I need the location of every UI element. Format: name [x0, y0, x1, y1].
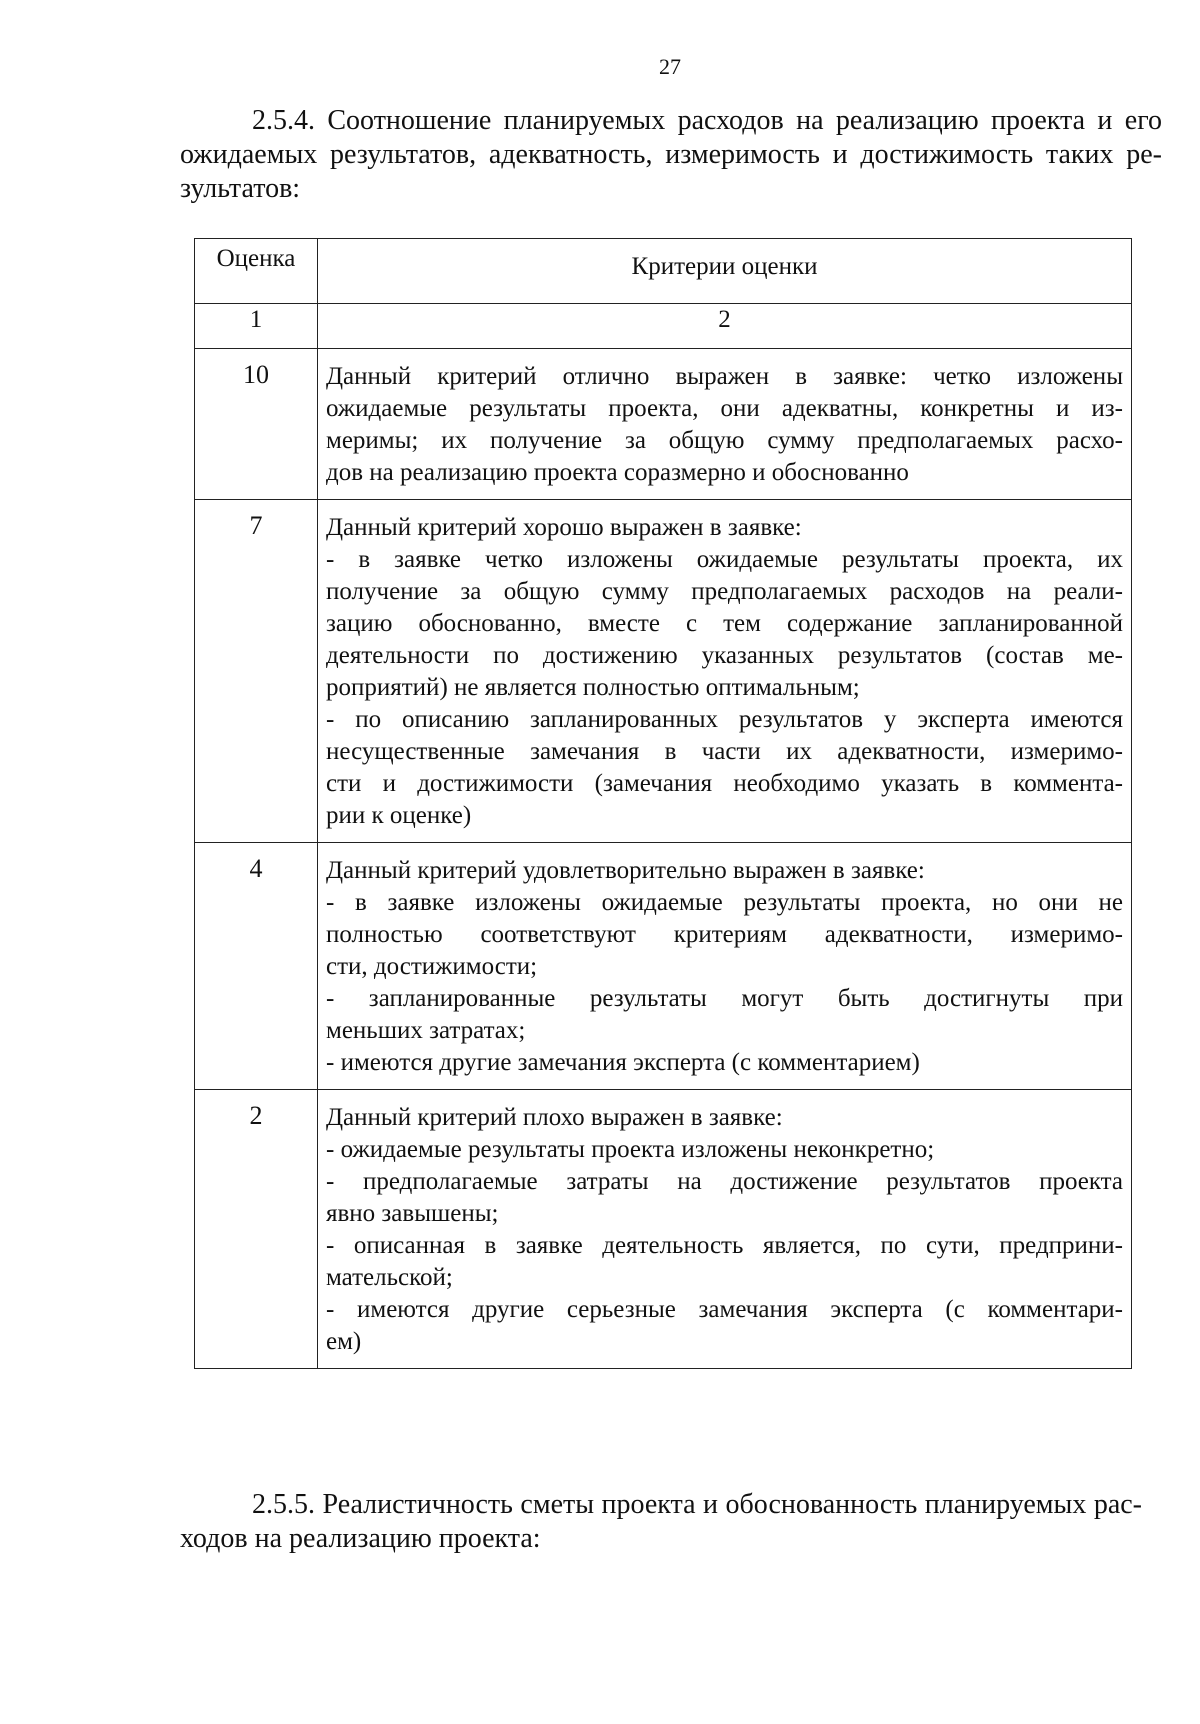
text-line: дов на реализацию проекта соразмерно и обоснованно [326, 459, 909, 486]
table-row [195, 1090, 1132, 1369]
column-numbering-row [195, 304, 1132, 349]
text-line: зультатов: [180, 173, 301, 204]
table-row [195, 843, 1132, 1090]
text-line: роприятий) не является полностью оптимальным; [326, 674, 860, 701]
text-line: - имеются другие замечания эксперта (с комментарием) [326, 1049, 920, 1076]
criteria-cell [318, 349, 1132, 500]
text-line: Данный критерий хорошо выражен в заявке: [326, 514, 802, 541]
text-line: - в заявке четко изложены ожидаемые результаты проекта, их [326, 546, 1123, 573]
text-line: сти, достижимости; [326, 953, 538, 980]
text-line: ожидаемые результаты проекта, они адекватны, конкретны и из- [326, 395, 1123, 422]
text-line: меримы; их получение за общую сумму предполагаемых расхо- [326, 427, 1123, 454]
text-line: рии к оценке) [326, 802, 472, 829]
text-line: - запланированные результаты могут быть достигнуты при [326, 985, 1123, 1012]
criteria-cell [318, 500, 1132, 843]
column-number-2: 2 [318, 304, 1132, 349]
criteria-cell [318, 843, 1132, 1090]
text-line: - в заявке изложены ожидаемые результаты проекта, но они не [326, 889, 1123, 916]
text-line: Данный критерий плохо выражен в заявке: [326, 1104, 783, 1131]
text-line: деятельности по достижению указанных результатов (состав ме- [326, 642, 1123, 669]
score-cell: 4 [195, 843, 318, 1090]
text-line: мательской; [326, 1264, 453, 1291]
text-line: - ожидаемые результаты проекта изложены неконкретно; [326, 1136, 935, 1163]
score-cell: 2 [195, 1090, 318, 1369]
header-score: Оценка [195, 239, 318, 304]
score-cell: 7 [195, 500, 318, 843]
text-line: явно завышены; [326, 1200, 499, 1227]
text-line: - по описанию запланированных результатов у эксперта имеются [326, 706, 1123, 733]
text-line: полностью соответствуют критериям адекватности, измеримо- [326, 921, 1123, 948]
text-line: получение за общую сумму предполагаемых расходов на реали- [326, 578, 1123, 605]
text-line: 2.5.4. Соотношение планируемых расходов на реализацию проекта и его [252, 105, 1162, 136]
section-2-5-4-heading [180, 104, 1162, 206]
text-line: Данный критерий отлично выражен в заявке: четко изложены [326, 363, 1123, 390]
text-line: - описанная в заявке деятельность является, по сути, предприни- [326, 1232, 1123, 1259]
table-row [195, 500, 1132, 843]
text-line: меньших затратах; [326, 1017, 526, 1044]
text-line: - предполагаемые затраты на достижение результатов проекта [326, 1168, 1123, 1195]
text-line: несущественные замечания в части их адекватности, измеримо- [326, 738, 1123, 765]
section-2-5-5-heading [180, 1488, 1142, 1556]
table-row [195, 349, 1132, 500]
criteria-cell [318, 1090, 1132, 1369]
criteria-table [194, 238, 1132, 1369]
table-header-row [195, 239, 1132, 304]
text-line: сти и достижимости (замечания необходимо указать в коммента- [326, 770, 1123, 797]
score-cell: 10 [195, 349, 318, 500]
text-line: ем) [326, 1328, 362, 1355]
text-line: зацию обоснованно, вместе с тем содержание запланированной [326, 610, 1123, 637]
column-number-1: 1 [195, 304, 318, 349]
text-line: - имеются другие серьезные замечания эксперта (с комментари- [326, 1296, 1123, 1323]
page-number: 27 [659, 54, 681, 79]
text-line: ходов на реализацию проекта: [180, 1523, 541, 1554]
text-line: Данный критерий удовлетворительно выражен в заявке: [326, 857, 925, 884]
header-criteria: Критерии оценки [318, 239, 1132, 304]
text-line: ожидаемых результатов, адекватность, измеримость и достижимость таких ре- [180, 139, 1162, 170]
text-line: 2.5.5. Реалистичность сметы проекта и обоснованность планируемых рас- [252, 1489, 1142, 1520]
